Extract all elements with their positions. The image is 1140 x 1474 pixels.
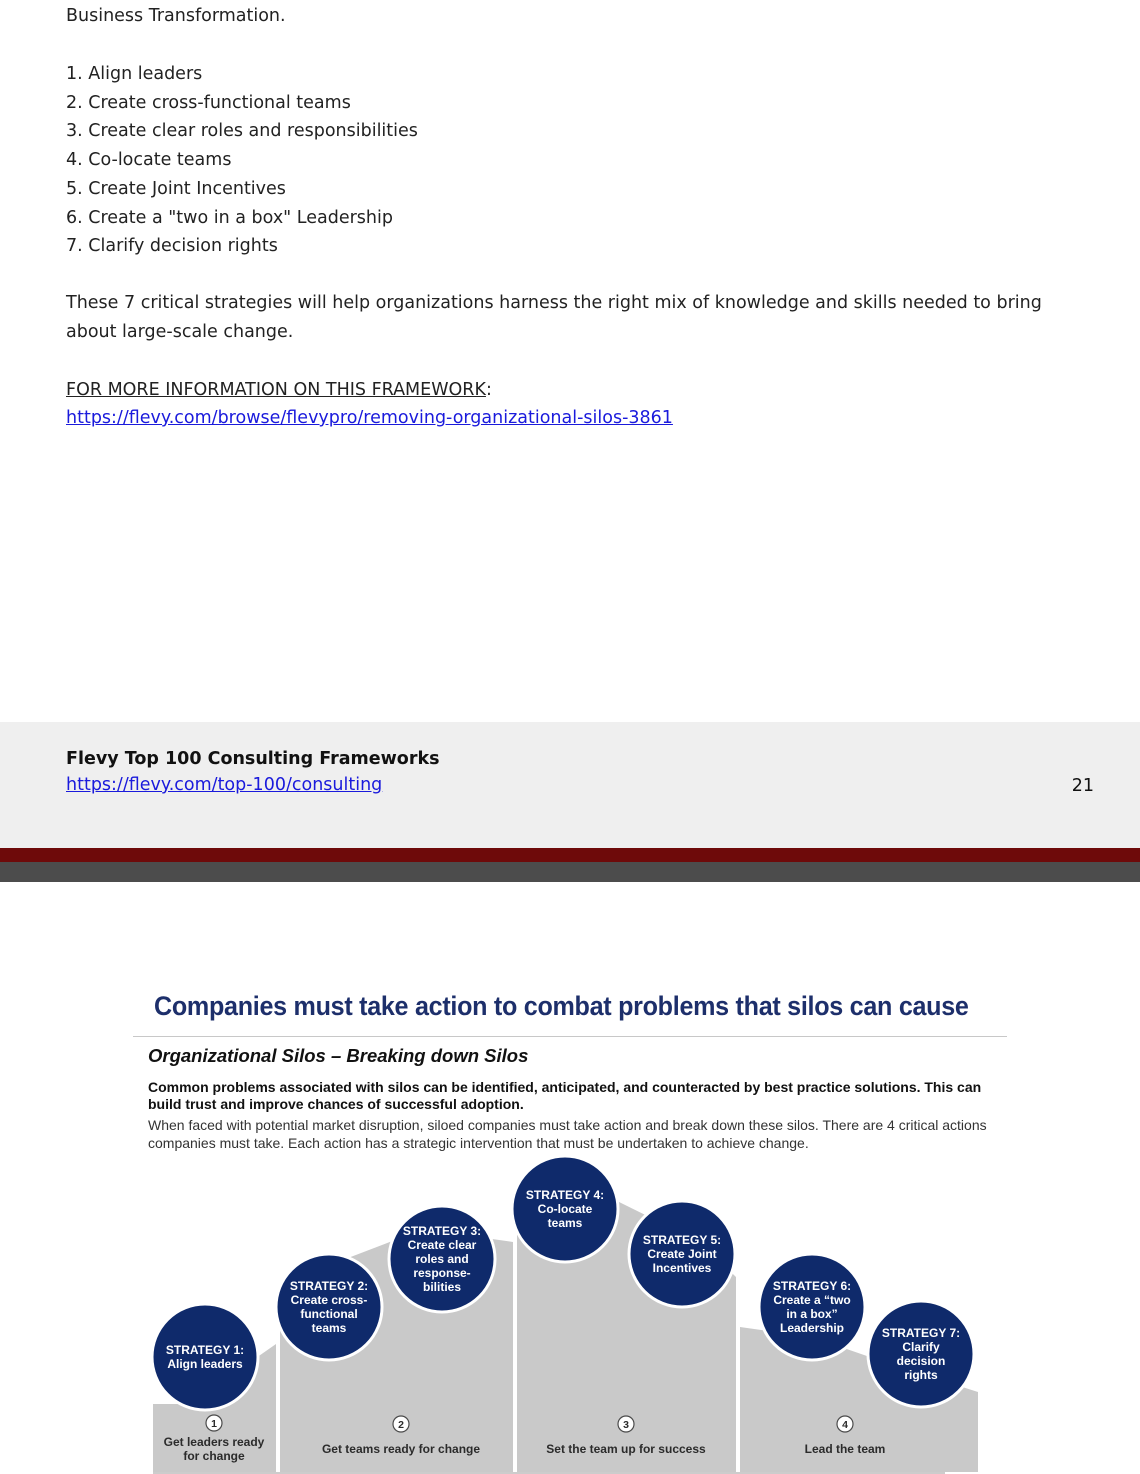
page-divider-red — [0, 848, 1140, 862]
strategy-2-circle — [276, 1254, 382, 1360]
strategy-4-label: STRATEGY 4: — [525, 1188, 605, 1202]
strategy-3-label: STRATEGY 3: — [402, 1224, 482, 1238]
slide-subtitle: Organizational Silos – Breaking down Silos — [148, 1045, 529, 1066]
action-3-label: Set the team up for success — [546, 1442, 706, 1456]
slide-body-text: When faced with potential market disruption, siloed companies must take action and break down these silos. There are 4 critical actions companies must take. Each action has a strategic intervention that must be undertaken to achieve change. — [148, 1117, 987, 1151]
strategy-3-label: roles and — [415, 1252, 469, 1266]
strategy-5-label: STRATEGY 5: — [642, 1233, 722, 1247]
action-4-number: 4 — [842, 1419, 848, 1431]
strategy-list-item: 5. Create Joint Incentives — [66, 178, 286, 199]
strategy-list-item: 2. Create cross-functional teams — [66, 92, 351, 113]
strategy-list-item: 4. Co-locate teams — [66, 150, 232, 171]
strategy-2-label: STRATEGY 2: — [289, 1279, 369, 1293]
more-info-colon: : — [485, 380, 492, 400]
strategy-6-label: in a box” — [786, 1307, 838, 1321]
action-3-number: 3 — [623, 1419, 629, 1431]
intro-text: Business Transformation. — [66, 6, 286, 26]
strategy-6-label: STRATEGY 6: — [772, 1279, 852, 1293]
more-info-label: FOR MORE INFORMATION ON THIS FRAMEWORK — [66, 380, 486, 400]
page-divider-gray — [0, 862, 1140, 882]
action-1-label: for change — [183, 1449, 245, 1463]
strategy-6-label: Create a “two — [773, 1293, 851, 1307]
strategy-5-label: Create Joint — [647, 1247, 717, 1261]
slide — [0, 882, 1140, 1474]
strategy-7-label: STRATEGY 7: — [881, 1326, 961, 1340]
action-2-label: Get teams ready for change — [321, 1442, 481, 1456]
silos-diagram — [0, 882, 1140, 1474]
strategy-list-item: 3. Create clear roles and responsibilities — [66, 121, 418, 142]
strategy-3-label: bilities — [422, 1280, 462, 1294]
strategy-list-item: 1. Align leaders — [66, 64, 203, 84]
more-info-heading — [66, 376, 492, 405]
strategy-4-label: teams — [547, 1216, 583, 1230]
strategy-7-label: rights — [904, 1368, 938, 1382]
footer-title: Flevy Top 100 Consulting Frameworks — [66, 749, 440, 769]
strategy-7-label: decision — [896, 1354, 946, 1368]
strategy-7-label: Clarify — [902, 1340, 940, 1354]
strategy-1-circle — [152, 1304, 258, 1410]
closing-paragraph: These 7 critical strategies will help organizations harness the right mix of knowledge and skills needed to bring about large-scale change. — [66, 293, 1042, 342]
action-2-number: 2 — [398, 1419, 404, 1431]
strategy-3-label: Create clear — [407, 1238, 477, 1252]
strategy-1-label: Align leaders — [167, 1357, 243, 1371]
strategy-2-label: functional — [300, 1307, 358, 1321]
page-number: 21 — [1071, 776, 1094, 796]
action-1-label: Get leaders ready — [163, 1435, 265, 1449]
strategy-list-item: 6. Create a "two in a box" Leadership — [66, 207, 393, 228]
strategy-3-circle — [389, 1206, 495, 1312]
strategy-1-label: STRATEGY 1: — [165, 1343, 245, 1357]
footer-link[interactable]: https://flevy.com/top-100/consulting — [66, 775, 383, 795]
page-footer — [0, 722, 1140, 848]
strategy-2-label: Create cross- — [290, 1293, 368, 1307]
strategy-list-item: 7. Clarify decision rights — [66, 236, 278, 257]
strategy-4-circle — [512, 1156, 618, 1262]
strategy-5-label: Incentives — [652, 1261, 712, 1275]
action-4-label: Lead the team — [804, 1442, 886, 1456]
document-page — [0, 0, 1140, 722]
strategy-5-circle — [629, 1201, 735, 1307]
strategy-list — [66, 60, 418, 261]
strategy-4-label: Co-locate — [537, 1202, 593, 1216]
action-1-number: 1 — [211, 1418, 217, 1430]
framework-link[interactable]: https://flevy.com/browse/flevypro/removing-organizational-silos-3861 — [66, 408, 673, 428]
strategy-6-label: Leadership — [779, 1321, 845, 1335]
strategy-6-circle — [759, 1254, 865, 1360]
slide-title: Companies must take action to combat problems that silos can cause — [154, 991, 969, 1021]
slide-lead-text: Common problems associated with silos can be identified, anticipated, and counteracted by best practice solutions. This can build trust and improve chances of successful adoption. — [148, 1079, 982, 1112]
strategy-3-label: response- — [413, 1266, 471, 1280]
strategy-7-circle — [868, 1301, 974, 1407]
strategy-2-label: teams — [311, 1321, 347, 1335]
